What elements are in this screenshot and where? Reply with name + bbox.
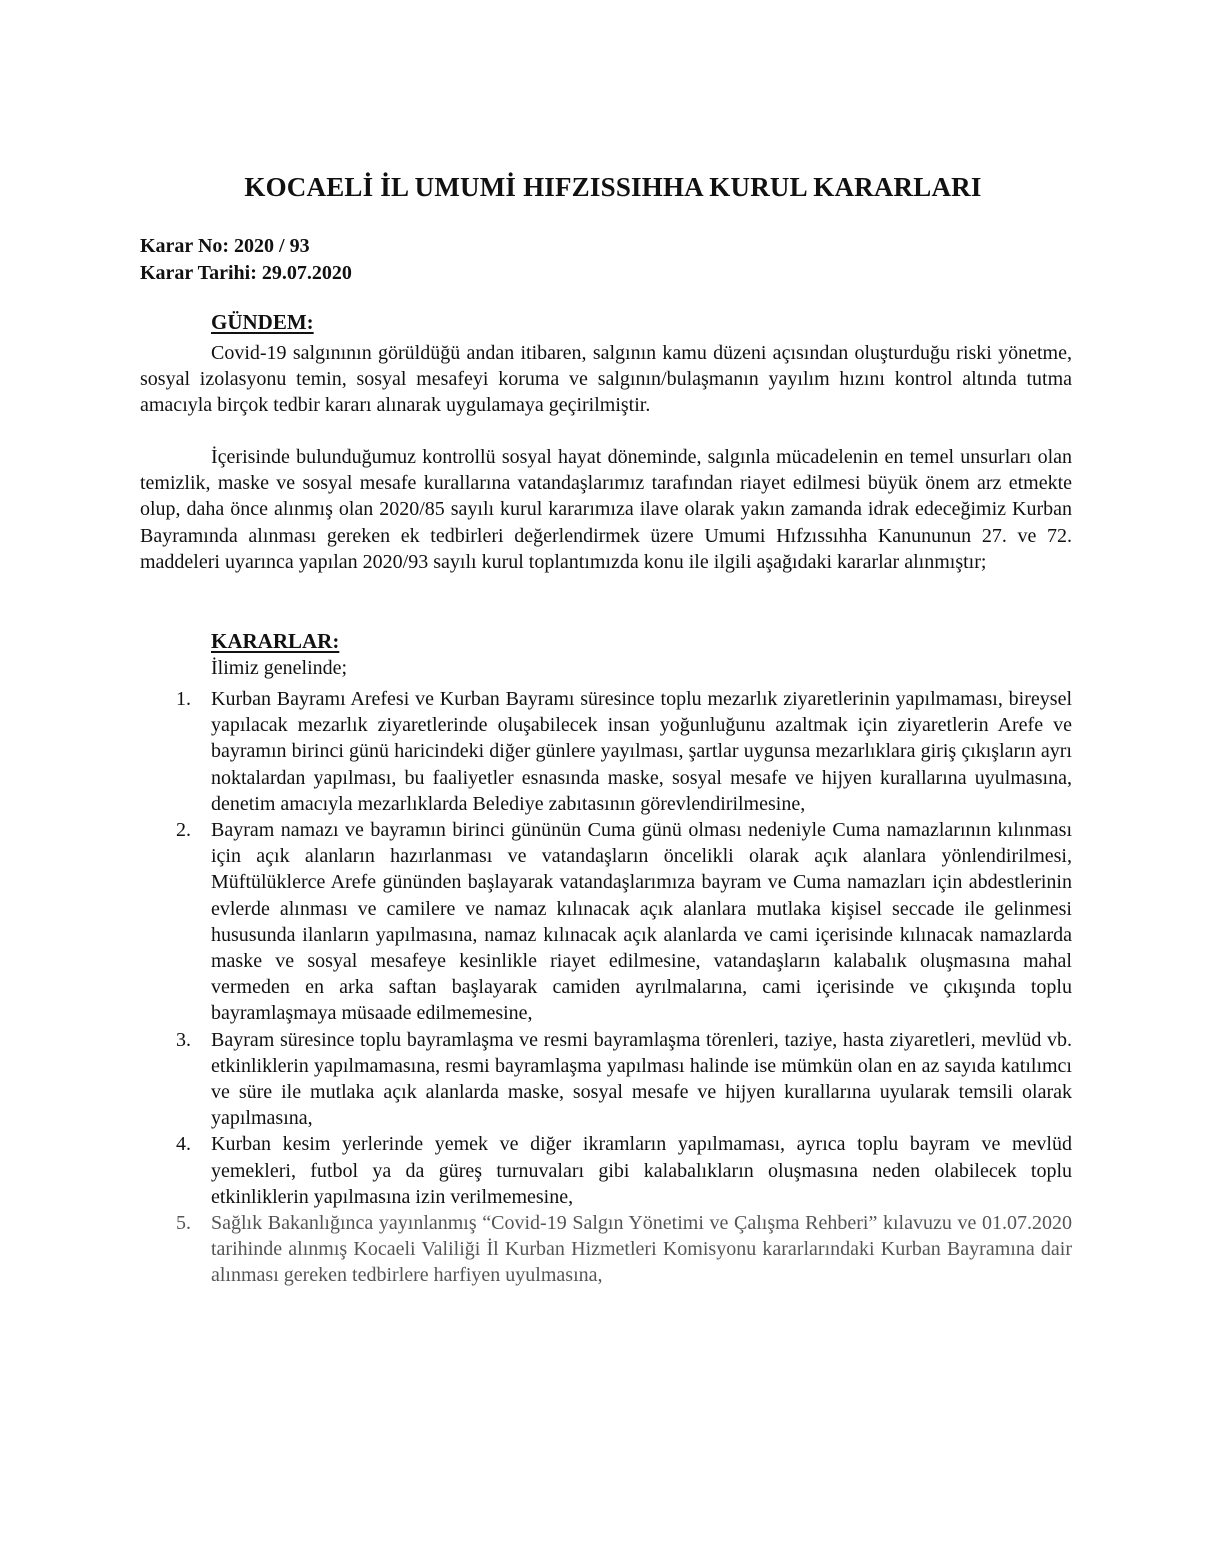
decisions-intro: İlimiz genelinde; [211,657,348,679]
decision-item-number: 2. [176,819,191,842]
agenda-paragraph-2: İçerisinde bulunduğumuz kontrollü sosyal hayat döneminde, salgınla mücadelenin en temel unsurları olan temizlik, maske ve sosyal mesafe kurallarına vatandaşlarımız tarafından riayet edilmesi büyük önem arz etmekte olup, daha önce alınmış olan 2020/85 sayılı kurul kararımıza ilave olarak yakın zamanda idrak edeceğimiz Kurban Bayramında alınması gereken ek tedbirleri değerlendirmek üzere Umumi Hıfzıssıhha Kanununun 27. ve 72. maddeleri uyarınca yapılan 2020/93 sayılı kurul toplantımızda konu ile ilgili aşağıdaki kararlar alınmıştır; [140,446,1072,573]
decision-item [140,1027,1072,1132]
agenda-heading: GÜNDEM: [211,310,314,334]
document-title: KOCAELİ İL UMUMİ HIFZISSIHHA KURUL KARARLARI [244,172,982,202]
decision-meta [140,233,352,287]
decision-item-text: Bayram namazı ve bayramın birinci gününün Cuma günü olması nedeniyle Cuma namazlarının kılınması için açık alanların hazırlanması ve vatandaşların öncelikli olarak açık alanlara yönlendirilmesi, Müftülüklerce Arefe gününden başlayarak vatandaşlarımıza bayram ve Cuma namazları için abdestlerinin evlerde alınması ve camilere ve namaz kılınacak açık alanlara mutlaka kişisel seccade ile gelinmesi hususunda ilanların yapılmasına, namaz kılınacak açık alanlarda ve cami içerisinde kılınacak namazlarda maske ve sosyal mesafeye kesinlikle riayet edilmesine, vatandaşların kalabalık oluşmasına mahal vermeden en arka saftan başlayarak camiden ayrılmalarına, cami içerisinde ve çıkışında toplu bayramlaşmaya müsaade edilmemesine, [211,819,1072,1025]
decision-item-number: 1. [176,688,191,710]
decision-item [140,1131,1072,1210]
decision-date: Karar Tarihi: 29.07.2020 [140,262,352,284]
decision-item [140,1210,1072,1289]
decisions-list [140,686,1072,1289]
agenda-paragraph-1: Covid-19 salgınının görüldüğü andan itibaren, salgının kamu düzeni açısından oluşturduğu riski yönetme, sosyal izolasyonu temin, sosyal mesafeyi koruma ve salgının/bulaşmanın yayılım hızını kontrol altında tutma amacıyla birçok tedbir kararı alınarak uygulamaya geçirilmiştir. [140,342,1072,417]
decision-item-text: Kurban Bayramı Arefesi ve Kurban Bayramı süresince toplu mezarlık ziyaretlerinin yapılmaması, bireysel yapılacak mezarlık ziyaretlerinde oluşabilecek insan yoğunluğunu azaltmak için ziyaretlerin Arefe ve bayramın birinci günü haricindeki diğer günlere yayılması, şartlar uygunsa mezarlıklara giriş çıkışların ayrı noktalardan yapılması, bu faaliyetler esnasında maske, sosyal mesafe ve hijyen kurallarına uyulmasına, denetim amacıyla mezarlıklarda Belediye zabıtasının görevlendirilmesine, [211,688,1072,815]
decision-number: Karar No: 2020 / 93 [140,235,310,257]
decision-item-number: 5. [176,1212,191,1235]
decisions-heading: KARARLAR: [211,629,340,653]
decision-item-number: 4. [176,1133,191,1156]
decision-item-number: 3. [176,1028,191,1051]
decision-item-text: Sağlık Bakanlığınca yayınlanmış “Covid-19 Salgın Yönetimi ve Çalışma Rehberi” kılavuzu ve 01.07.2020 tarihinde alınmış Kocaeli Valiliği İl Kurban Hizmetleri Komisyonu kararlarındaki Kurban Bayramına dair alınması gereken tedbirlere harfiyen uyulmasına, [211,1212,1072,1287]
decision-item-text: Bayram süresince toplu bayramlaşma ve resmi bayramlaşma törenleri, taziye, hasta ziyaretleri, mevlüd vb. etkinliklerin yapılmamasına, resmi bayramlaşma yapılması halinde ise mümkün olan en az sayıda katılımcı ve süre ile mutlaka açık alanlarda maske, sosyal mesafe ve hijyen kurallarına uyularak temsili olarak yapılmasına, [211,1028,1072,1130]
decision-item-text: Kurban kesim yerlerinde yemek ve diğer ikramların yapılmaması, ayrıca toplu bayram ve mevlüd yemekleri, futbol ya da güreş turnuvaları gibi kalabalıkların oluşmasına neden olabilecek toplu etkinliklerin yapılmasına izin verilmemesine, [211,1133,1072,1208]
decision-item [140,686,1072,817]
decision-item [140,817,1072,1027]
